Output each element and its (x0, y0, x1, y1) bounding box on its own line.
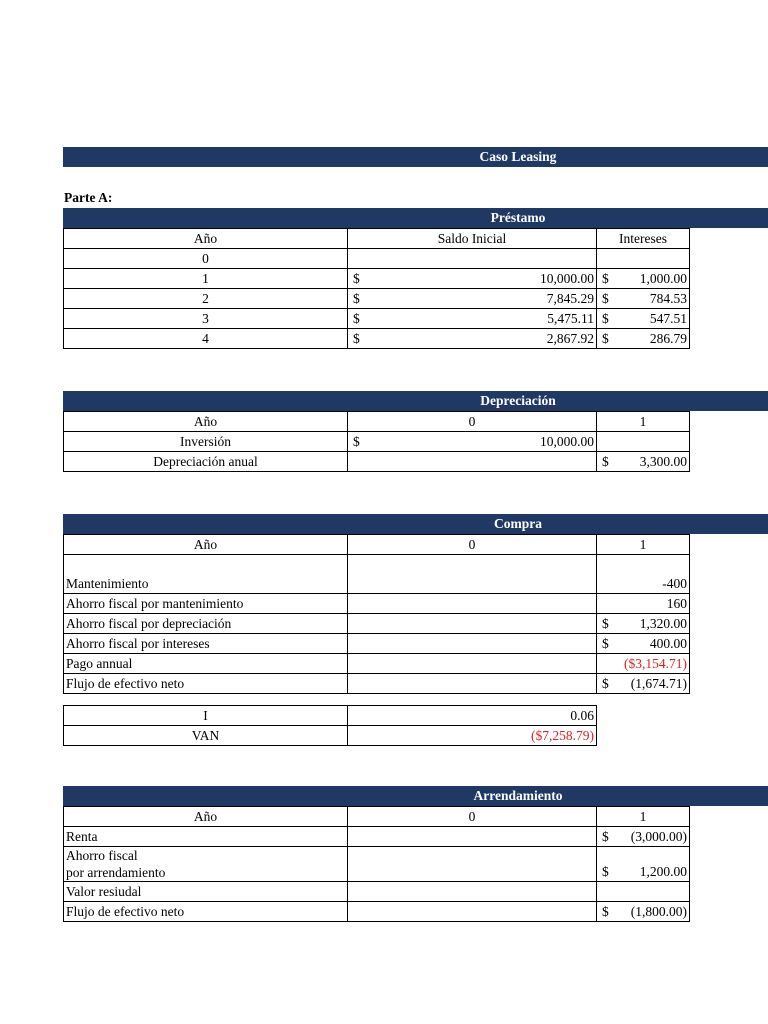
flujo-cell[interactable] (597, 674, 690, 694)
empty-cell[interactable] (348, 594, 597, 614)
row-label[interactable]: Ahorro fiscal por mantenimiento (64, 594, 348, 614)
table-row (64, 726, 597, 746)
row-label[interactable]: Depreciación anual (64, 452, 348, 472)
interes-value: 547.51 (649, 311, 687, 326)
currency-symbol: $ (353, 291, 360, 306)
interes-cell[interactable] (597, 269, 690, 289)
ahorro-value: 1,200.00 (639, 864, 687, 879)
currency-symbol: $ (602, 904, 609, 919)
table-row (64, 574, 690, 594)
ahorro-cell[interactable] (597, 847, 690, 882)
header-cell[interactable]: 1 (597, 412, 690, 432)
currency-symbol: $ (602, 331, 609, 346)
header-cell[interactable]: Año (64, 535, 348, 555)
saldo-cell[interactable] (348, 329, 597, 349)
saldo-cell[interactable] (348, 249, 597, 269)
table-row (64, 902, 690, 922)
header-cell[interactable]: Intereses (597, 229, 690, 249)
prestamo-title: Préstamo (490, 210, 546, 225)
table-row (64, 614, 690, 634)
page-title: Caso Leasing (479, 149, 557, 164)
currency-symbol: $ (602, 616, 609, 631)
header-cell[interactable]: 1 (597, 807, 690, 827)
ahorro-mant-value[interactable]: 160 (597, 594, 690, 614)
table-row (64, 882, 690, 902)
header-cell[interactable]: 0 (348, 807, 597, 827)
currency-symbol: $ (353, 311, 360, 326)
flujo-value: (1,674.71) (630, 676, 687, 691)
empty-cell[interactable] (64, 555, 348, 575)
title-banner (63, 147, 768, 167)
row-label[interactable]: Pago annual (64, 654, 348, 674)
currency-symbol: $ (353, 434, 360, 449)
header-cell[interactable]: 0 (348, 412, 597, 432)
row-label-line: por arrendamiento (66, 865, 166, 880)
empty-cell[interactable] (597, 555, 690, 575)
empty-cell[interactable] (348, 614, 597, 634)
table-row (64, 329, 690, 349)
table-row (64, 706, 597, 726)
empty-cell[interactable] (348, 827, 597, 847)
row-label[interactable]: Flujo de efectivo neto (64, 902, 348, 922)
renta-cell[interactable] (597, 827, 690, 847)
ahorro-dep-value: 1,320.00 (639, 616, 687, 631)
table-row (64, 847, 690, 882)
empty-cell[interactable] (597, 882, 690, 902)
prestamo-table (63, 228, 690, 349)
ahorro-int-cell[interactable] (597, 634, 690, 654)
saldo-value: 2,867.92 (546, 331, 594, 346)
empty-cell[interactable] (597, 432, 690, 452)
van-table (63, 705, 597, 746)
table-row (64, 594, 690, 614)
compra-banner (63, 514, 768, 534)
prestamo-banner (63, 208, 768, 228)
currency-symbol: $ (353, 271, 360, 286)
empty-cell[interactable] (348, 654, 597, 674)
table-row (64, 634, 690, 654)
table-header-row (64, 807, 690, 827)
parte-a-label: Parte A: (64, 190, 113, 205)
table-row (64, 249, 690, 269)
arrendamiento-title: Arrendamiento (473, 788, 563, 803)
header-cell[interactable]: Año (64, 807, 348, 827)
currency-symbol: $ (602, 311, 609, 326)
interes-value: 1,000.00 (639, 271, 687, 286)
currency-symbol: $ (602, 454, 609, 469)
saldo-cell[interactable] (348, 289, 597, 309)
arrendamiento-banner (63, 786, 768, 806)
interes-cell[interactable] (597, 329, 690, 349)
table-row (64, 654, 690, 674)
inversion-cell[interactable] (348, 432, 597, 452)
currency-symbol: $ (602, 676, 609, 691)
arrendamiento-table (63, 806, 690, 922)
table-header-row (64, 229, 690, 249)
interes-value: 286.79 (649, 331, 687, 346)
depreciacion-banner (63, 391, 768, 411)
row-label[interactable]: Ahorro fiscal por intereses (64, 634, 348, 654)
row-label[interactable]: Flujo de efectivo neto (64, 674, 348, 694)
table-row (64, 309, 690, 329)
depreciacion-table (63, 411, 690, 472)
empty-cell[interactable] (348, 555, 597, 575)
anio-cell[interactable]: 4 (64, 329, 348, 349)
interes-cell[interactable] (597, 249, 690, 269)
compra-table (63, 534, 690, 694)
compra-title: Compra (494, 516, 542, 531)
header-cell[interactable]: 0 (348, 535, 597, 555)
saldo-cell[interactable] (348, 269, 597, 289)
header-cell[interactable]: Año (64, 229, 348, 249)
rate-value[interactable]: 0.06 (348, 706, 597, 726)
depreciacion-title: Depreciación (480, 393, 556, 408)
currency-symbol: $ (602, 291, 609, 306)
depreciacion-cell[interactable] (597, 452, 690, 472)
anio-cell[interactable]: 3 (64, 309, 348, 329)
table-row (64, 269, 690, 289)
row-label[interactable] (64, 847, 348, 882)
currency-symbol: $ (353, 331, 360, 346)
saldo-value: 10,000.00 (540, 271, 594, 286)
table-header-row (64, 412, 690, 432)
anio-cell[interactable]: 1 (64, 269, 348, 289)
flujo-value: (1,800.00) (630, 904, 687, 919)
flujo-cell[interactable] (597, 902, 690, 922)
header-cell[interactable]: Saldo Inicial (348, 229, 597, 249)
interes-value: 784.53 (649, 291, 687, 306)
renta-value: (3,000.00) (630, 829, 687, 844)
currency-symbol: $ (602, 271, 609, 286)
saldo-cell[interactable] (348, 309, 597, 329)
saldo-value: 7,845.29 (546, 291, 594, 306)
header-cell[interactable]: 1 (597, 535, 690, 555)
empty-cell[interactable] (348, 902, 597, 922)
anio-cell[interactable]: 2 (64, 289, 348, 309)
empty-cell[interactable] (348, 452, 597, 472)
mantenimiento-value[interactable]: -400 (597, 574, 690, 594)
row-label-line: Ahorro fiscal (66, 848, 138, 863)
empty-cell[interactable] (348, 882, 597, 902)
van-label[interactable]: VAN (64, 726, 348, 746)
currency-symbol: $ (602, 829, 609, 844)
row-label[interactable]: Renta (64, 827, 348, 847)
row-label[interactable]: Mantenimiento (64, 574, 348, 594)
empty-cell[interactable] (348, 674, 597, 694)
saldo-value: 5,475.11 (547, 311, 594, 326)
empty-cell[interactable] (348, 847, 597, 882)
empty-cell[interactable] (348, 574, 597, 594)
pago-value[interactable]: ($3,154.71) (597, 654, 690, 674)
interes-cell[interactable] (597, 289, 690, 309)
currency-symbol: $ (602, 636, 609, 651)
table-row (64, 289, 690, 309)
table-header-row (64, 535, 690, 555)
depreciacion-value: 3,300.00 (639, 454, 687, 469)
table-row (64, 827, 690, 847)
table-row (64, 432, 690, 452)
rate-label[interactable]: I (64, 706, 348, 726)
table-row (64, 674, 690, 694)
spacer-row (64, 555, 690, 575)
ahorro-dep-cell[interactable] (597, 614, 690, 634)
header-cell[interactable]: Año (64, 412, 348, 432)
row-label[interactable]: Inversión (64, 432, 348, 452)
anio-cell[interactable]: 0 (64, 249, 348, 269)
row-label[interactable]: Ahorro fiscal por depreciación (64, 614, 348, 634)
inversion-value: 10,000.00 (540, 434, 594, 449)
ahorro-int-value: 400.00 (649, 636, 687, 651)
currency-symbol: $ (602, 864, 609, 879)
van-value[interactable]: ($7,258.79) (348, 726, 597, 746)
table-row (64, 452, 690, 472)
row-label[interactable]: Valor resiudal (64, 882, 348, 902)
interes-cell[interactable] (597, 309, 690, 329)
empty-cell[interactable] (348, 634, 597, 654)
